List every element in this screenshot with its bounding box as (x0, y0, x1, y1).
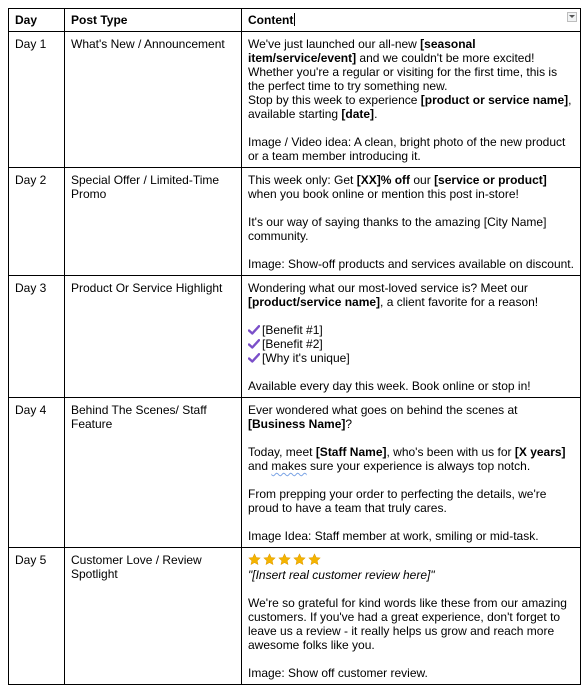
day-cell[interactable]: Day 3 (9, 276, 65, 398)
header-row (9, 9, 581, 32)
content-paragraph: We've just launched our all-new [seasonal item/service/event] and we couldn't be more excited! (248, 37, 535, 65)
day-cell[interactable]: Day 1 (9, 32, 65, 168)
content-calendar-table (8, 8, 581, 685)
day-cell[interactable]: Day 4 (9, 398, 65, 548)
content-paragraph: It's our way of saying thanks to the amazing [City Name] community. (248, 215, 547, 243)
content-paragraph: Available every day this week. Book online or stop in! (248, 379, 531, 393)
content-paragraph: From prepping your order to perfecting the details, we're proud to have a team that truly cares. (248, 487, 547, 515)
image-idea-text: Image Idea: Staff member at work, smiling or mid-task. (248, 529, 539, 543)
star-icon (248, 553, 261, 566)
content-cell[interactable] (242, 32, 581, 168)
list-item: [Benefit #1] (248, 323, 574, 337)
table-row (9, 32, 581, 168)
post-type-cell[interactable]: Behind The Scenes/ Staff Feature (65, 398, 242, 548)
day-cell[interactable]: Day 5 (9, 548, 65, 685)
image-idea-text: Image: Show off customer review. (248, 666, 428, 680)
content-paragraph: Today, meet [Staff Name], who's been with us for [X years] and makes sure your experience is always top notch. (248, 445, 566, 473)
table-row (9, 548, 581, 685)
post-type-cell[interactable]: Customer Love / Review Spotlight (65, 548, 242, 685)
day-cell[interactable]: Day 2 (9, 168, 65, 276)
text-cursor (294, 13, 295, 26)
header-content: Content (248, 13, 294, 27)
spellcheck-underline[interactable]: makes (271, 459, 307, 473)
content-cell[interactable] (242, 168, 581, 276)
checklist (248, 323, 574, 365)
table-row (9, 168, 581, 276)
check-mark-icon (248, 323, 262, 337)
header-content-cell[interactable] (242, 9, 581, 32)
document-table-container (8, 8, 581, 685)
content-cell[interactable] (242, 276, 581, 398)
list-item: [Benefit #2] (248, 337, 574, 351)
post-type-cell[interactable]: Product Or Service Highlight (65, 276, 242, 398)
check-mark-icon (248, 351, 262, 365)
star-icon (308, 553, 321, 566)
content-paragraph: Whether you're a regular or visiting for the first time, this is the perfect time to try something new. (248, 65, 558, 93)
content-paragraph: Wondering what our most-loved service is? Meet our [product/service name], a client favorite for a reason! (248, 281, 539, 309)
star-rating (248, 553, 574, 567)
star-icon (278, 553, 291, 566)
table-row (9, 276, 581, 398)
post-type-cell[interactable]: Special Offer / Limited-Time Promo (65, 168, 242, 276)
image-idea-text: Image / Video idea: A clean, bright photo of the new product or a team member introducing it. (248, 135, 566, 163)
image-idea-text: Image: Show-off products and services available on discount. (248, 257, 574, 271)
review-quote: "[Insert real customer review here]" (248, 568, 435, 582)
content-paragraph: Stop by this week to experience [product or service name], available starting [date]. (248, 93, 572, 121)
star-icon (293, 553, 306, 566)
table-row (9, 398, 581, 548)
content-paragraph: We're so grateful for kind words like these from our amazing customers. If you've had a great experience, don't forget to leave us a review - it really helps us grow and reach more awesome folks like you. (248, 596, 567, 652)
content-cell[interactable] (242, 548, 581, 685)
check-mark-icon (248, 337, 262, 351)
star-icon (263, 553, 276, 566)
content-paragraph: Ever wondered what goes on behind the scenes at [Business Name]? (248, 403, 518, 431)
post-type-cell[interactable]: What's New / Announcement (65, 32, 242, 168)
dropdown-chevron-icon[interactable] (567, 12, 577, 22)
header-day[interactable]: Day (9, 9, 65, 32)
content-cell[interactable] (242, 398, 581, 548)
list-item: [Why it's unique] (248, 351, 574, 365)
content-paragraph: This week only: Get [XX]% off our [service or product] when you book online or mention this post in-store! (248, 173, 547, 201)
header-post-type[interactable]: Post Type (65, 9, 242, 32)
